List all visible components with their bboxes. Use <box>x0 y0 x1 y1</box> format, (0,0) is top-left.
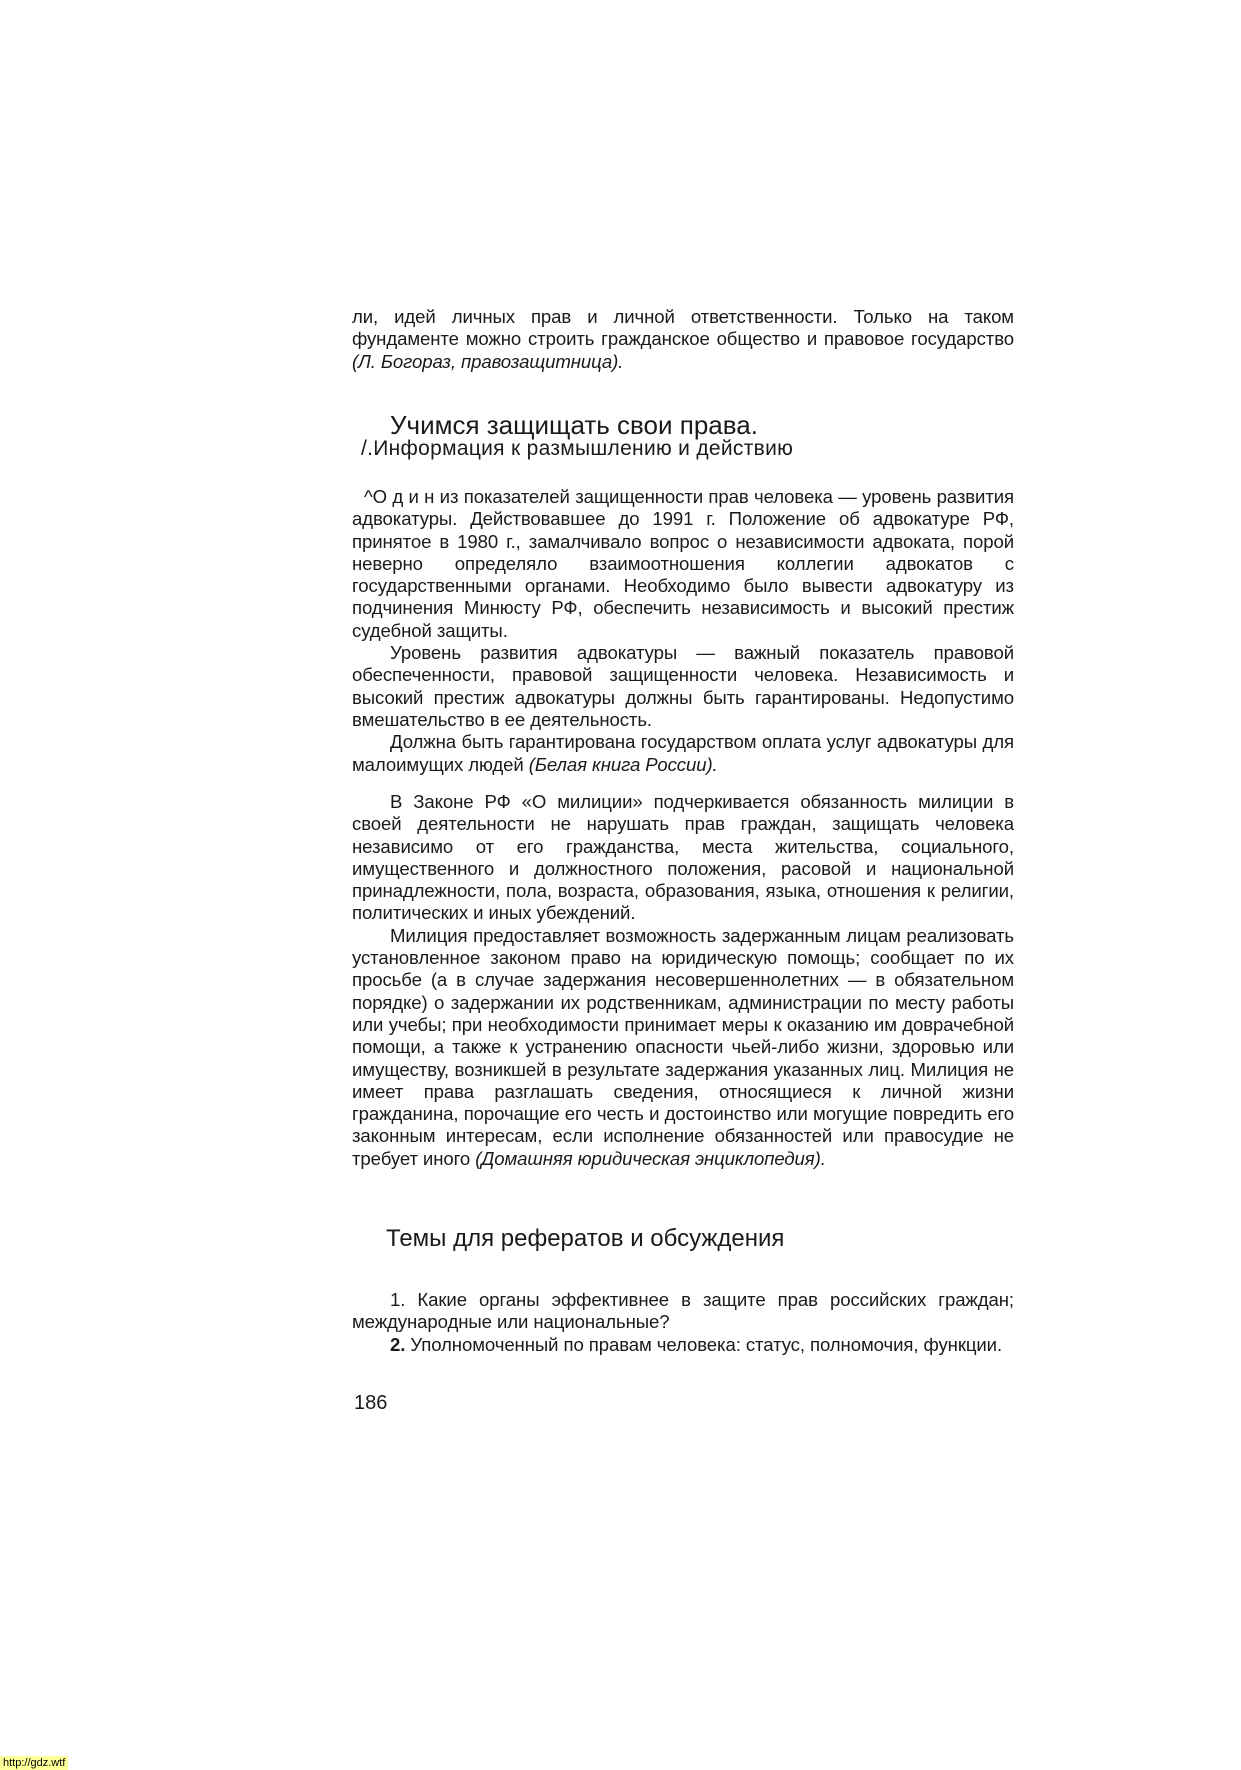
advocacy-source: (Белая книга России). <box>528 753 718 775</box>
page-number: 186 <box>354 1392 388 1414</box>
police-paragraph-1: В Законе РФ «О милиции» подчеркивается обязанность милиции в своей деятельности не нарушать прав граждан, защищать человека независимо от его гражданства, места жительства, социального, имущественного и должностного положения, расовой и национальной принадлежности, пола, возраста, образования, языка, отношения к религии, политических и иных убеждений. <box>352 791 1014 924</box>
advocacy-paragraph-2: Уровень развития адвокатуры — важный показатель правовой обеспеченности, правовой защищенности человека. Независимость и высокий престиж адвокатуры должны быть гарантированы. Недопустимо вмешательство в ее деятельность. <box>352 642 1014 730</box>
section-subtitle: /.Информация к размышлению и действию <box>361 437 794 460</box>
topic-text: Какие органы эффективнее в защите прав российских граждан; международные или национальные? <box>352 1289 1014 1333</box>
source-link[interactable]: http://gdz.wtf <box>0 1756 68 1770</box>
police-source: (Домашняя юридическая энциклопедия). <box>475 1147 826 1169</box>
section-title: Учимся защищать свои права. <box>390 410 758 440</box>
intro-paragraph <box>352 306 1014 373</box>
topics-title: Темы для рефератов и обсуждения <box>386 1225 785 1252</box>
police-text <box>352 791 1014 1170</box>
topic-number: 1. <box>390 1289 406 1310</box>
intro-source: (Л. Богораз, правозащитница). <box>352 350 624 372</box>
advocacy-text <box>352 486 1014 776</box>
advocacy-paragraph-1: из показателей защищенности прав человека — уровень развития адвокатуры. Действовавшее до 1991 г. Положение об адвокатуре РФ, принятое в 1980 г., замалчивало вопрос о независимости адвоката, порой неверно определяло взаимоотношения коллегии адвокатов с государственными органами. Необходимо было вывести адвокатуру из подчинения Минюсту РФ, обеспечить независимость и высокий престиж судебной защиты. <box>352 486 1014 641</box>
topic-item <box>352 1334 1014 1356</box>
topic-item <box>352 1289 1014 1334</box>
advocacy-lead-word: ^О д и н <box>364 486 435 507</box>
police-paragraph-2: Милиция предоставляет возможность задержанным лицам реализовать установленное законом право на юридическую помощь; сообщает по их просьбе (а в случае задержания несовершеннолетних — в обязательном порядке) о задержании их родственникам, администрации по месту работы или учебы; при необходимости принимает меры к оказанию им доврачебной помощи, а также к устранению опасности чьей-либо жизни, здоровью или имуществу, возникшей в результате задержания указанных лиц. Милиция не имеет права разглашать сведения, относящиеся к личной жизни гражданина, порочащие его честь и достоинство или могущие повредить его законным интересам, если исполнение обязанностей или правосудие не требует иного <box>352 924 1014 1169</box>
intro-text: ли, идей личных прав и личной ответственности. Только на таком фундаменте можно строить гражданское общество и правовое государство <box>352 306 1014 350</box>
topic-text: Уполномоченный по правам человека: статус, полномочия, функции. <box>405 1333 1003 1355</box>
advocacy-paragraph-3: Должна быть гарантирована государством оплата услуг адвокатуры для малоимущих людей <box>352 731 1014 775</box>
topic-number: 2. <box>390 1333 406 1355</box>
topics-list <box>352 1289 1014 1356</box>
